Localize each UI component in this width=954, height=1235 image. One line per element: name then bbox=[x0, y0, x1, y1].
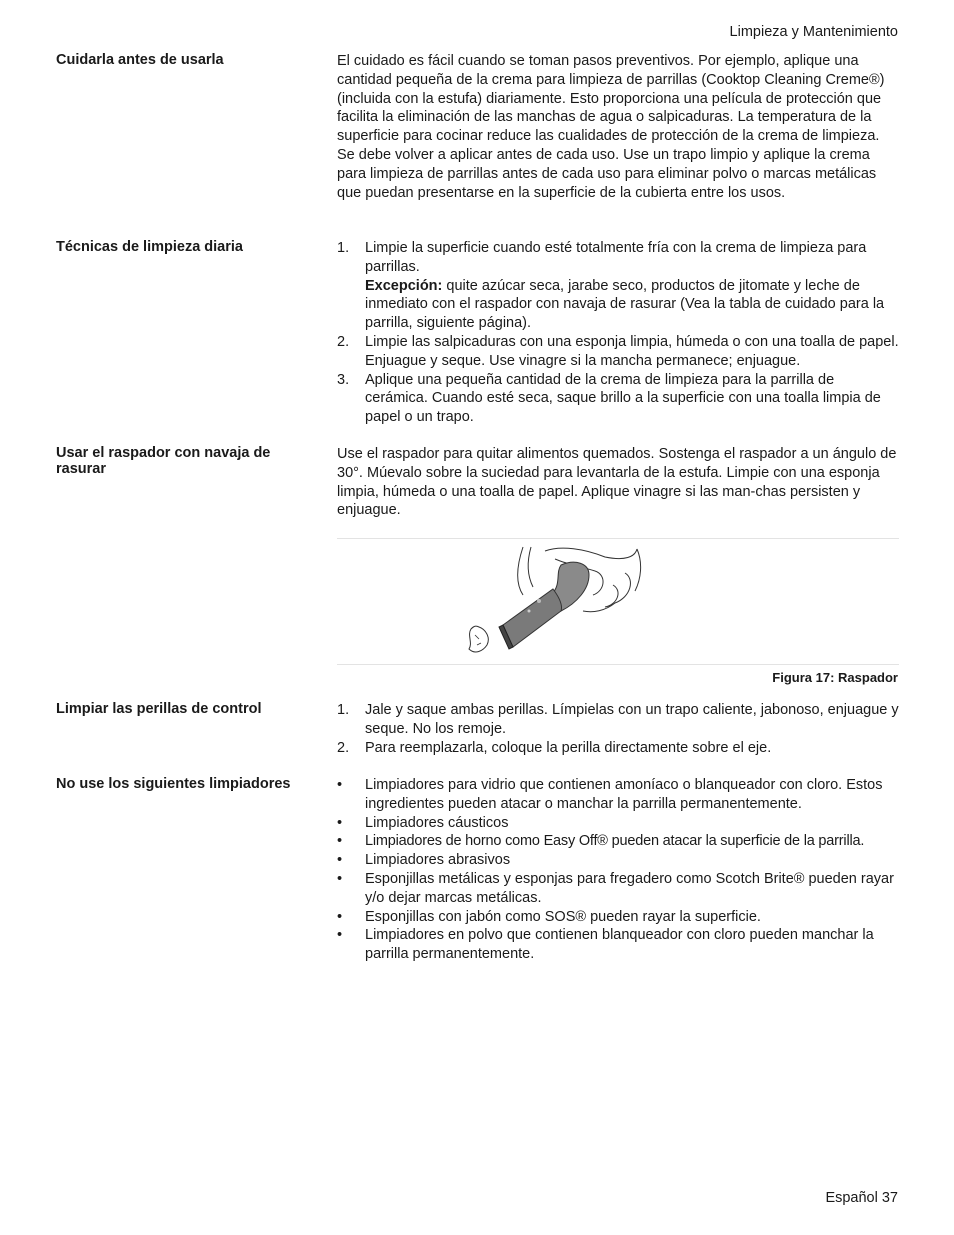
numbered-list bbox=[337, 239, 899, 427]
list-item-text: Limpiadores cáusticos bbox=[365, 814, 509, 831]
paragraph: Use el raspador para quitar alimentos quemados. Sostenga el raspador a un ángulo de 30°. Múevalo sobre la suciedad para levantarla de la estufa. Limpie con una esponja limpia, húmeda o una toalla de papel. Aplique vinagre si las man-chas persisten y enjuague. bbox=[337, 446, 897, 519]
list-item bbox=[337, 814, 899, 833]
numbered-list bbox=[337, 701, 899, 757]
bullet-list bbox=[337, 776, 899, 964]
paragraph: El cuidado es fácil cuando se toman pasos preventivos. Por ejemplo, aplique una cantidad pequeña de la crema para limpieza de parrillas (Cooktop Cleaning Creme®) (incluida con la estufa) diariamente. Esto proporciona una película de protección que facilita la eliminación de las manchas de agua o salpicaduras. La temperatura de la superficie para cocinar reduce las cualidades de protección de la crema de limpieza. Se debe volver a aplicar antes de cada uso. Use un trapo limpio y aplique la crema para limpieza de parrillas antes de cada uso para eliminar polvo o marcas metálicas que puedan presentarse en la superficie de la cubierta entre los usos. bbox=[337, 53, 885, 201]
list-item bbox=[337, 739, 899, 758]
list-item bbox=[337, 776, 899, 814]
list-item-text: Limpiadores abrasivos bbox=[365, 852, 511, 869]
list-item bbox=[337, 851, 899, 870]
list-number: 3. bbox=[337, 371, 350, 388]
section-body bbox=[337, 445, 899, 520]
list-item bbox=[337, 333, 899, 371]
page-header: Limpieza y Mantenimiento bbox=[729, 24, 898, 40]
section-body bbox=[337, 52, 899, 202]
list-number: 1. bbox=[337, 702, 350, 718]
list-item-text: Limpiadores para vidrio que contienen amoníaco o blanqueador con cloro. Estos ingredientes pueden atacar o manchar la parrilla permanentemente. bbox=[365, 777, 883, 812]
list-item bbox=[337, 908, 899, 927]
list-item-text: Aplique una pequeña cantidad de la crema de limpieza para la parrilla de cerámica. Cuando esté seca, saque brillo a la superficie con una toalla limpia de papel o un trapo. bbox=[365, 371, 881, 426]
bullet: • bbox=[337, 927, 343, 944]
exception-text: quite azúcar seca, jarabe seco, productos de jitomate y leche de inmediato con el raspador con navaja de rasurar (Vea la tabla de cuidado para la parrilla, siguiente página). bbox=[365, 277, 885, 332]
section-title: Usar el raspador con navaja de rasurar bbox=[56, 445, 271, 477]
list-item-text: Esponjillas con jabón como SOS® pueden rayar la superficie. bbox=[365, 908, 761, 925]
list-number: 1. bbox=[337, 240, 350, 256]
list-item bbox=[337, 926, 899, 964]
list-item-text: Esponjillas metálicas y esponjas para fregadero como Scotch Brite® pueden rayar y/o dejar marcas metálicas. bbox=[365, 870, 894, 906]
section-title: Técnicas de limpieza diaria bbox=[56, 239, 243, 255]
bullet: • bbox=[337, 777, 343, 793]
figure-frame bbox=[337, 538, 899, 665]
list-item bbox=[337, 371, 899, 427]
list-number: 2. bbox=[337, 333, 350, 350]
list-item-text: Limpie la superficie cuando esté totalmente fría con la crema de limpieza para parrillas. bbox=[365, 240, 867, 275]
bullet: • bbox=[337, 814, 343, 831]
bullet: • bbox=[337, 870, 343, 887]
scraper-illustration bbox=[465, 545, 655, 657]
exception-label: Excepción: bbox=[365, 277, 443, 294]
section-title: Limpiar las perillas de control bbox=[56, 701, 262, 717]
list-item bbox=[337, 832, 899, 851]
list-item bbox=[337, 239, 899, 333]
section-title: Cuidarla antes de usarla bbox=[56, 52, 224, 68]
list-item-text: Limpiadores de horno como Easy Off® pueden atacar la superficie de la parrilla. bbox=[365, 833, 865, 850]
section-body bbox=[337, 776, 899, 964]
section-title: No use los siguientes limpiadores bbox=[56, 776, 291, 792]
bullet: • bbox=[337, 852, 343, 869]
list-item bbox=[337, 701, 899, 739]
list-item-text: Para reemplazarla, coloque la perilla directamente sobre el eje. bbox=[365, 739, 772, 756]
section-body bbox=[337, 701, 899, 757]
list-item-text: Limpiadores en polvo que contienen blanqueador con cloro pueden manchar la parrilla permanentemente. bbox=[365, 927, 874, 963]
bullet: • bbox=[337, 908, 343, 925]
section-body bbox=[337, 239, 899, 427]
list-number: 2. bbox=[337, 739, 350, 756]
list-item-text: Jale y saque ambas perillas. Límpielas con un trapo caliente, jabonoso, enjuague y seque. No los remoje. bbox=[365, 702, 899, 737]
list-item bbox=[337, 870, 899, 908]
figure-caption: Figura 17: Raspador bbox=[772, 670, 898, 685]
bullet: • bbox=[337, 833, 342, 850]
list-item-text: Limpie las salpicaduras con una esponja limpia, húmeda o con una toalla de papel. Enjuague y seque. Use vinagre si la mancha permanece; enjuague. bbox=[365, 333, 899, 369]
page-footer: Español 37 bbox=[825, 1190, 898, 1206]
